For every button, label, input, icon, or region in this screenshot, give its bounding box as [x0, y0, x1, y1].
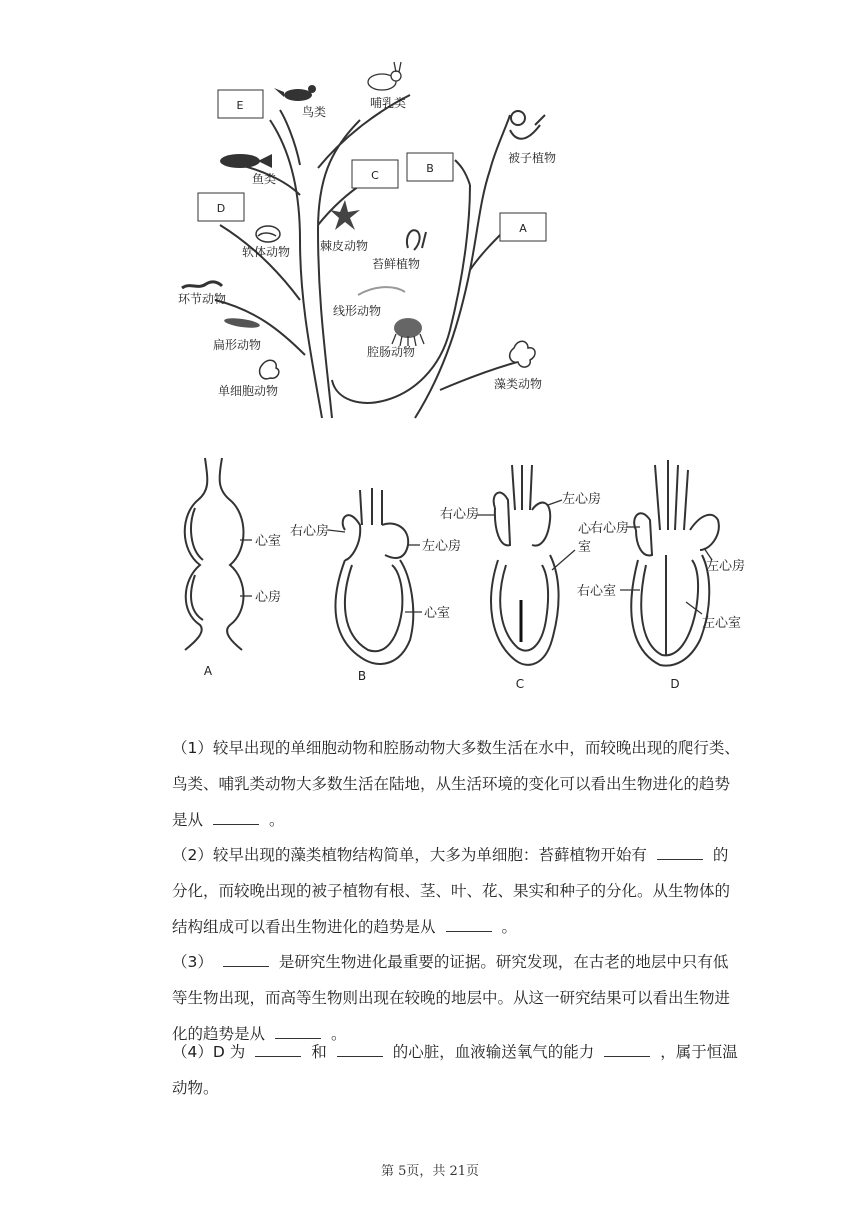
q2-text-c: 结构组成可以看出生物进化的趋势是从: [172, 918, 436, 936]
q4-text-c: 的心脏，血液输送氧气的能力: [392, 1043, 595, 1061]
svg-text:D: D: [216, 202, 226, 215]
q4-text-a: （4）D 为: [172, 1043, 246, 1061]
tree-box-D: [198, 193, 244, 221]
label-unicellular: 单细胞动物: [218, 384, 279, 398]
heart-C-ventricle-label-2: 室: [578, 540, 592, 555]
q2-text-d: 。: [501, 918, 518, 936]
unicellular-icon: [260, 360, 279, 379]
q4-line-2: 动物。: [172, 1079, 219, 1097]
q4-blank-3[interactable]: [604, 1042, 650, 1057]
bird-icon: [274, 85, 316, 101]
label-fish: 鱼类: [252, 172, 277, 186]
heart-A-atrium-label: 心房: [255, 590, 282, 605]
heart-A-ventricle-label: 心室: [255, 534, 282, 549]
heart-B-diagram: [335, 488, 413, 664]
heart-D-right-atrium-label: 右心房: [590, 521, 630, 536]
label-nematodes: 线形动物: [333, 304, 382, 318]
heart-D-left-atrium-label: 左心房: [706, 559, 746, 574]
coelenterate-icon: [392, 318, 424, 346]
heart-B-ventricle-label: 心室: [424, 606, 451, 621]
q3-line-2: 等生物出现，而高等生物则出现在较晚的地层中。从这一研究结果可以看出生物进: [172, 989, 731, 1007]
angiosperm-icon: [510, 111, 545, 139]
q1-text-b: 。: [269, 811, 285, 829]
label-flatworms: 扁形动物: [213, 338, 262, 352]
heart-A-diagram: [185, 458, 244, 650]
heart-B-left-atrium-label: 左心房: [422, 539, 462, 554]
q4-blank-2[interactable]: [337, 1042, 383, 1057]
tree-box-A: [500, 213, 546, 241]
q4-text-d: ，属于恒温: [660, 1043, 738, 1061]
fish-icon: [220, 154, 272, 168]
q2-text-b: 的: [712, 846, 729, 864]
label-birds: 鸟类: [302, 105, 327, 119]
q3-blank-1[interactable]: [223, 952, 269, 967]
label-echinoderms: 棘皮动物: [320, 239, 369, 253]
rabbit-icon: [368, 62, 401, 90]
label-angiosperms: 被子植物: [508, 151, 557, 165]
q1-line-3: [172, 802, 732, 838]
page-footer: 第 5页，共 21页: [380, 1164, 480, 1179]
q4-blank-1[interactable]: [255, 1042, 301, 1057]
snail-icon: [256, 226, 280, 242]
q3-text-a: （3）: [172, 953, 213, 971]
q2-blank-2[interactable]: [446, 917, 492, 932]
q3-text-b: 是研究生物进化最重要的证据。研究发现，在古老的地层中只有低: [278, 953, 729, 971]
heart-C-ventricle-label-1: 心: [578, 522, 592, 537]
svg-text:A: A: [519, 222, 527, 235]
tree-box-E: [218, 90, 263, 118]
heart-A-caption: A: [203, 664, 213, 678]
q3-text-d: 。: [331, 1025, 347, 1043]
heart-C-left-atrium-label: 左心房: [562, 492, 602, 507]
q2-blank-1[interactable]: [657, 845, 703, 860]
label-annelids: 环节动物: [178, 292, 227, 306]
heart-D-caption: D: [670, 677, 680, 691]
label-mammals: 哺乳类: [370, 96, 407, 110]
nematode-icon: [358, 287, 405, 295]
svg-text:E: E: [236, 99, 244, 112]
q3-text-c: 化的趋势是从: [172, 1025, 266, 1043]
question-2: [172, 837, 732, 945]
q1-line-2: 鸟类、哺乳类动物大多数生活在陆地，从生活环境的变化可以看出生物进化的趋势: [172, 775, 731, 793]
heart-C-caption: C: [515, 677, 525, 691]
q3-line-1: [172, 944, 732, 980]
q2-line-3: [172, 909, 732, 945]
heart-B-caption: B: [357, 669, 367, 683]
q2-line-2: 分化，而较晚出现的被子植物有根、茎、叶、花、果实和种子的分化。从生物体的: [172, 882, 731, 900]
tree-box-B: [407, 153, 453, 181]
q2-text-a: （2）较早出现的藻类植物结构简单，大多为单细胞：苔藓植物开始有: [172, 846, 647, 864]
svg-text:C: C: [371, 169, 379, 182]
q2-line-1: [172, 837, 732, 873]
label-coelenterates: 腔肠动物: [367, 345, 416, 359]
q1-line-1: （1）较早出现的单细胞动物和腔肠动物大多数生活在水中，而较晚出现的爬行类、: [172, 739, 740, 757]
moss-icon: [407, 230, 426, 250]
tree-box-C: [352, 160, 398, 188]
annelid-icon: [182, 282, 222, 288]
question-4: [172, 1034, 738, 1106]
heart-C-right-atrium-label: 右心房: [440, 507, 480, 522]
q1-blank[interactable]: [213, 810, 259, 825]
svg-text:B: B: [426, 162, 434, 175]
label-algae: 藻类动物: [494, 377, 543, 391]
starfish-icon: [330, 200, 360, 230]
heart-D-right-ventricle-label: 右心室: [577, 584, 617, 599]
q1-text-a: 是从: [172, 811, 204, 829]
heart-B-right-atrium-label: 右心房: [290, 524, 330, 539]
heart-C-diagram: [491, 465, 559, 665]
q4-line-1: [172, 1034, 738, 1070]
label-bryophytes: 苔鲜植物: [372, 257, 421, 271]
q4-text-b: 和: [311, 1043, 327, 1061]
label-mollusks: 软体动物: [242, 245, 291, 259]
question-1: [172, 730, 740, 838]
heart-D-left-ventricle-label: 左心室: [702, 616, 742, 631]
flatworm-icon: [224, 317, 261, 330]
